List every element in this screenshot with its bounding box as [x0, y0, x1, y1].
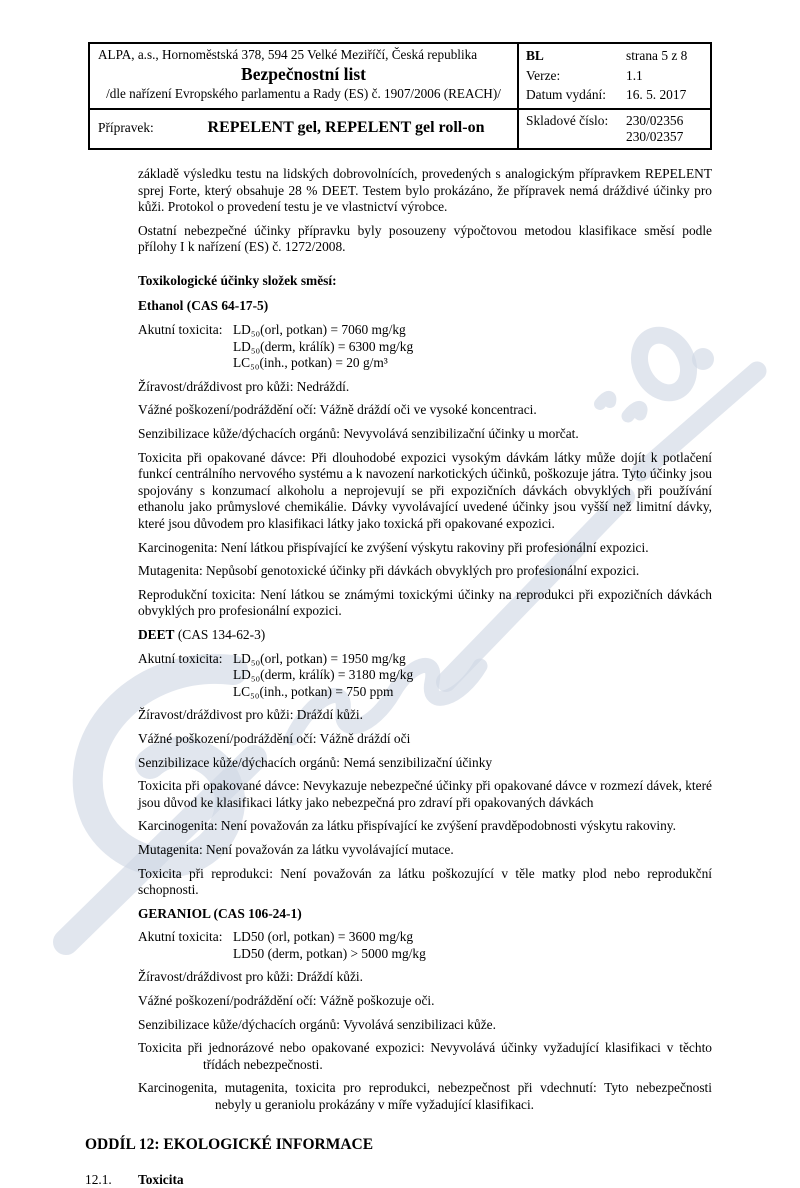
stock-number-value: 230/02356: [626, 112, 684, 128]
document-title: Bezpečnostní list: [241, 64, 366, 84]
issue-date-value: 16. 5. 2017: [626, 87, 687, 102]
header-meta-cell: [519, 44, 710, 108]
stock-number-cell: [519, 110, 710, 148]
stock-number-value: 230/02357: [626, 128, 684, 144]
intro-paragraph: základě výsledku testu na lidských dobrovolnících, provedených s analogickým přípravkem REPELENT sprej Forte, který obsahuje 28 % DEET. Testem bylo prokázáno, že přípravek nemá dráždivé účinky pro kůži. Protokol o provedení testu je ve vlastnictví výrobce.: [138, 165, 712, 215]
stock-number-label: Skladové číslo:: [526, 112, 609, 128]
product-name: REPELENT gel, REPELENT gel roll-on: [207, 119, 485, 137]
header-title-cell: [90, 44, 519, 108]
tox-paragraph: Toxicita při opakované dávce: Při dlouhodobé expozici vysokým dávkám látky může dojít k potlačení funkcí centrálního nervového systému a k navození narkotických účinků, poškozuje játra. Tyto účinky jsou spojovány s konzumací alkoholu a neprojevují se při expozičních dávkách obvyklých při používání ethanolu jako průmyslové chemikálie. Dávky vyvolávající uvedené účinky jsou vyšší než limitní dávky, které jsou důvodem pro klasifikaci látky jako toxická při opakované expozici.: [138, 449, 712, 531]
version-label: Verze:: [526, 67, 561, 83]
tox-paragraph: Žíravost/dráždivost pro kůži: Dráždí kůži.: [138, 969, 363, 985]
acute-toxicity-value: LD₅₀(derm, králík) = 6300 mg/kg: [233, 338, 414, 354]
page-indicator: strana 5 z 8: [626, 48, 688, 63]
section-12-heading: ODDÍL 12: EKOLOGICKÉ INFORMACE: [85, 1135, 374, 1153]
header-row-title: [90, 44, 710, 108]
bl-label: BL: [526, 48, 544, 63]
tox-paragraph: Senzibilizace kůže/dýchacích orgánů: Vyvolává senzibilizaci kůže.: [138, 1016, 496, 1032]
intro-paragraph: Ostatní nebezpečné účinky přípravku byly posouzeny výpočtovou metodou klasifikace směsí podle přílohy I k nařízení (ES) č. 1272/2008.: [138, 222, 712, 255]
acute-toxicity-block: [138, 322, 712, 372]
tox-paragraph: Toxicita při reprodukci: Není považován za látku poškozující v těle matky plod nebo reprodukční schopnosti.: [138, 865, 712, 898]
tox-paragraph: Senzibilizace kůže/dýchacích orgánů: Nevyvolává senzibilizační účinky u morčat.: [138, 426, 579, 442]
tox-paragraph: Toxicita při opakované dávce: Nevykazuje nebezpečné účinky při opakované dávce v rozmezí dávek, které jsou důvod ke klasifikaci látky jako nebezpečná pro zdraví při opakovaných dávkách: [138, 778, 712, 810]
substance-title: GERANIOL (CAS 106-24-1): [138, 905, 302, 921]
substance-section-deet: [85, 627, 712, 899]
tox-paragraph: Karcinogenita: Není považován za látku přispívající ke zvýšení pravděpodobnosti výskytu rakoviny.: [138, 818, 676, 834]
tox-paragraph: Toxicita při jednorázové nebo opakované expozici: Nevyvolává účinky vyžadující klasifikaci v těchto třídách nebezpečnosti.: [138, 1040, 712, 1072]
tox-paragraph: Mutagenita: Není považován za látku vyvolávající mutace.: [138, 841, 454, 857]
acute-toxicity-value: LD50 (derm, potkan) > 5000 mg/kg: [233, 945, 426, 961]
tox-paragraph: Vážné poškození/podráždění očí: Vážně poškozuje oči.: [138, 993, 435, 1009]
safety-data-sheet-page: [0, 42, 800, 1188]
acute-toxicity-value: LC₅₀(inh., potkan) = 20 g/m³: [233, 355, 388, 371]
tox-paragraph: Vážné poškození/podráždění očí: Vážně dráždí oči: [138, 730, 411, 746]
tox-paragraph: Karcinogenita: Není látkou přispívající ke zvýšení výskytu rakoviny při profesionální expozici.: [138, 539, 649, 555]
subsection-number: 12.1.: [85, 1171, 112, 1187]
issue-date-label: Datum vydání:: [526, 87, 606, 102]
product-cell: [90, 110, 519, 148]
company-address: ALPA, a.s., Hornoměstská 378, 594 25 Velké Meziříčí, Česká republika: [98, 47, 478, 62]
substance-section-ethanol: [85, 298, 712, 620]
tox-paragraph: Reprodukční toxicita: Není látkou se známými toxickými účinky na reprodukci při expozičních dávkách obvyklých pro profesionální expozici.: [138, 586, 712, 619]
product-label: Přípravek:: [98, 120, 154, 136]
document-body: [85, 166, 712, 1188]
substance-title: Ethanol (CAS 64-17-5): [138, 298, 269, 314]
tox-paragraph: Žíravost/dráždivost pro kůži: Nedráždí.: [138, 378, 350, 394]
version-value: 1.1: [626, 67, 643, 83]
acute-toxicity-value: LD₅₀(orl, potkan) = 7060 mg/kg: [233, 322, 406, 338]
document-subtitle: /dle nařízení Evropského parlamentu a Rady (ES) č. 1907/2006 (REACH)/: [106, 86, 501, 101]
acute-toxicity-block: [138, 651, 712, 701]
tox-paragraph: Senzibilizace kůže/dýchacích orgánů: Nemá senzibilizační účinky: [138, 754, 493, 770]
tox-effects-heading: Toxikologické účinky složek směsí:: [138, 272, 337, 288]
acute-toxicity-value: LC₅₀(inh., potkan) = 750 ppm: [233, 683, 394, 699]
tox-paragraph: Mutagenita: Nepůsobí genotoxické účinky při dávkách obvyklých pro profesionální expozici.: [138, 563, 640, 579]
subsection-12-1: [85, 1171, 712, 1188]
acute-toxicity-value: LD₅₀(derm, králík) = 3180 mg/kg: [233, 667, 414, 683]
acute-toxicity-value: LD50 (orl, potkan) = 3600 mg/kg: [233, 929, 414, 945]
acute-toxicity-label: Akutní toxicita:: [138, 650, 223, 666]
header-table: [88, 42, 712, 150]
substance-section-geraniol: [85, 906, 712, 1114]
substance-title: DEET (CAS 134-62-3): [138, 626, 266, 642]
subsection-title: Toxicita: [138, 1171, 184, 1187]
acute-toxicity-label: Akutní toxicita:: [138, 929, 223, 945]
acute-toxicity-value: LD₅₀(orl, potkan) = 1950 mg/kg: [233, 650, 406, 666]
tox-paragraph: Vážné poškození/podráždění očí: Vážně dráždí oči ve vysoké koncentraci.: [138, 402, 537, 418]
tox-paragraph: Žíravost/dráždivost pro kůži: Dráždí kůži.: [138, 707, 363, 723]
header-row-product: [90, 108, 710, 148]
acute-toxicity-block: [138, 929, 712, 962]
tox-paragraph: Karcinogenita, mutagenita, toxicita pro reprodukci, nebezpečnost při vdechnutí: Tyto nebezpečnosti nebyly u geraniolu prokázány v míře vyžadující klasifikaci.: [138, 1080, 712, 1113]
acute-toxicity-label: Akutní toxicita:: [138, 322, 223, 338]
